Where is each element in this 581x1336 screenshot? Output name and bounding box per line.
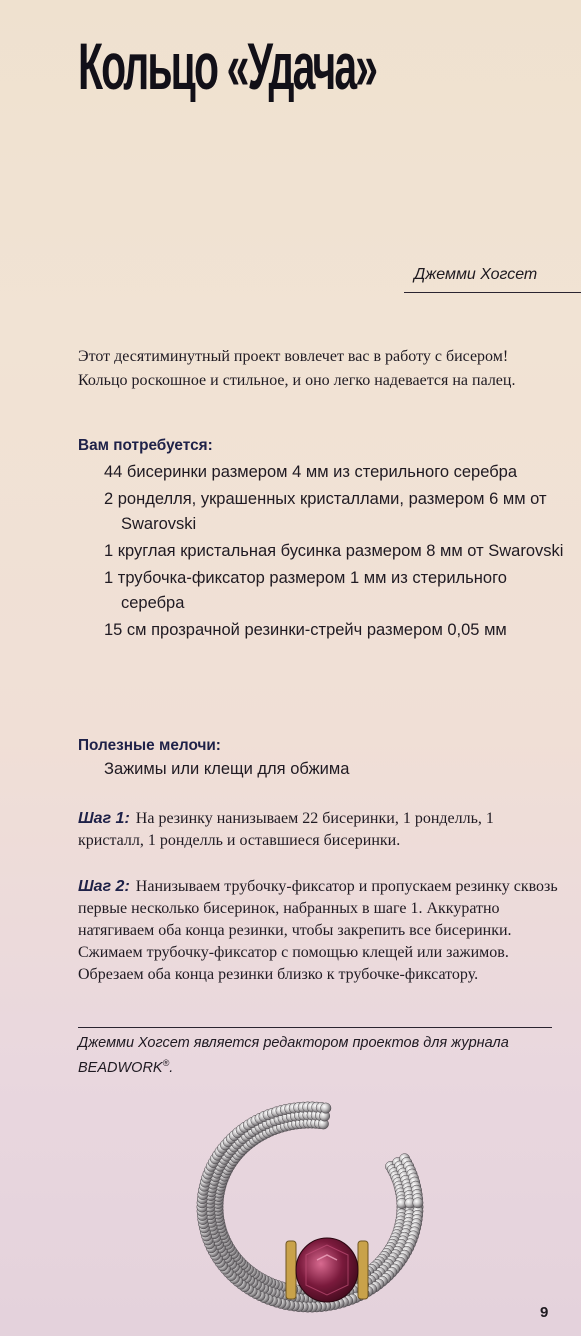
- page-number: 9: [540, 1304, 549, 1321]
- step-1-text: На резинку нанизываем 22 бисеринки, 1 ронделль, 1 кристалл, 1 ронделль и оставшиеся бисеринки.: [78, 810, 494, 849]
- ring-photo: [190, 1095, 440, 1325]
- step-1-label: Шаг 1:: [78, 810, 130, 827]
- author-underline: [404, 292, 581, 293]
- silver-bead: [321, 1103, 331, 1113]
- page-title: Кольцо «Удача»: [78, 29, 377, 103]
- author-bio-text: Джемми Хогсет является редактором проектов для журнала BEADWORK: [78, 1035, 509, 1076]
- materials-item: 2 ронделля, украшенных кристаллами, размером 6 мм от Swarovski: [104, 490, 547, 533]
- materials-item: 1 круглая кристальная бусинка размером 8 мм от Swarovski: [104, 542, 564, 560]
- tools-heading: Полезные мелочи:: [78, 737, 221, 754]
- author-bio: [78, 1033, 558, 1078]
- materials-item: 15 см прозрачной резинки-стрейч размером 0,05 мм: [104, 621, 507, 639]
- step-2-label: Шаг 2:: [78, 878, 130, 895]
- materials-heading: Вам потребуется:: [78, 437, 213, 454]
- author-byline: Джемми Хогсет: [414, 266, 538, 283]
- silver-bead: [413, 1198, 423, 1208]
- tools-item: Зажимы или клещи для обжима: [104, 760, 350, 778]
- registered-mark: ®: [162, 1058, 170, 1068]
- step-2: [78, 876, 558, 986]
- step-1: [78, 808, 558, 852]
- intro-paragraph: Этот десятиминутный проект вовлечет вас в работу с бисером! Кольцо роскошное и стильное, и оно легко надевается на палец.: [78, 348, 516, 389]
- materials-list: [104, 460, 564, 645]
- materials-item: 44 бисеринки размером 4 мм из стерильного серебра: [104, 463, 518, 481]
- author-bio-end: .: [169, 1059, 174, 1076]
- step-2-text: Нанизываем трубочку-фиксатор и пропускаем резинку сквозь первые несколько бисеринок, набранных в шаге 1. Аккуратно натягиваем оба конца резинки, чтобы закрепить все бисеринки. Сжимаем трубочку-фиксатор с помощью клещей или зажимов. Обрезаем оба конца резинки близко к трубочке-фиксатору.: [78, 878, 558, 983]
- materials-item: 1 трубочка-фиксатор размером 1 мм из стерильного серебра: [104, 569, 507, 612]
- bio-divider: [78, 1027, 552, 1028]
